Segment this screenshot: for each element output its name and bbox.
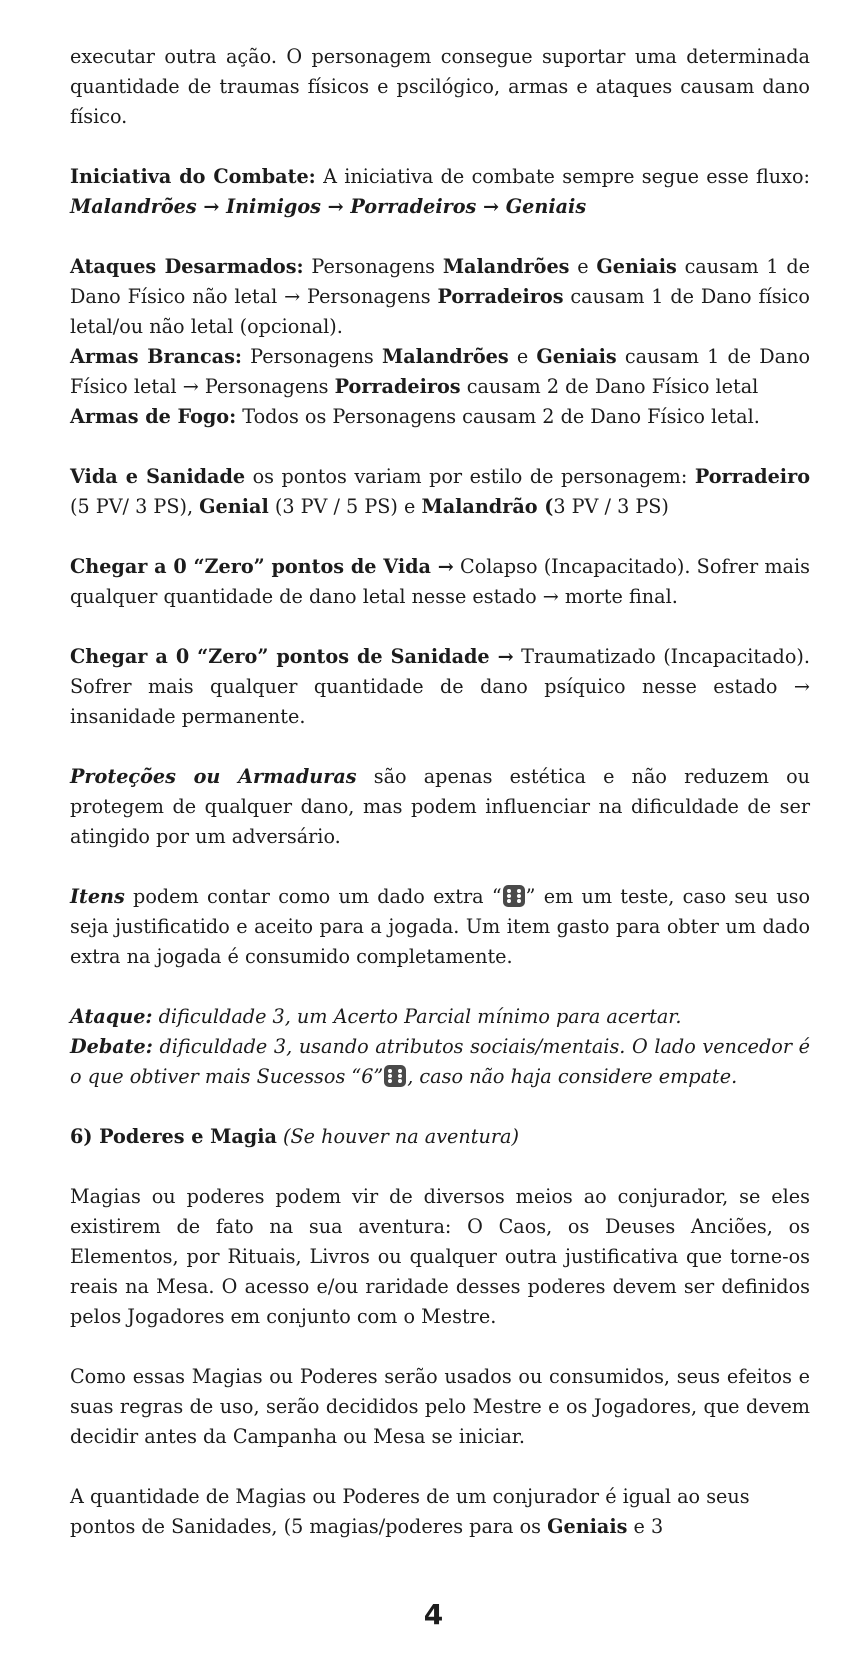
ataques-text-1: Personagens	[303, 255, 443, 278]
dice-six-icon	[503, 885, 525, 907]
ataques-text-4: causam 1 de Dano físico letal/ou não letal (opcional).	[70, 285, 810, 338]
vida-text-3: (3 PV / 5 PS) e	[268, 495, 422, 518]
armas-brancas-porradeiros: Porradeiros	[334, 375, 461, 398]
vida-text-2: (5 PV/ 3 PS),	[70, 495, 200, 518]
armas-brancas-malandroes: Malandrões	[381, 345, 509, 368]
ataques-malandroes: Malandrões	[442, 255, 570, 278]
dice-six-icon	[384, 1065, 406, 1087]
vida-text-4: 3 PV / 3 PS)	[553, 495, 669, 518]
poderes-note: (Se houver na aventura)	[276, 1125, 519, 1148]
magias-paragraph-3	[70, 1482, 810, 1542]
ataques-desarmados-paragraph	[70, 252, 810, 342]
document-body	[70, 42, 810, 1542]
page-number: 4	[423, 1598, 444, 1631]
ataques-porradeiros: Porradeiros	[437, 285, 564, 308]
armas-brancas-text-4: causam 2 de Dano Físico letal	[460, 375, 759, 398]
vida-porradeiro: Porradeiro	[694, 465, 810, 488]
ataques-text-2: e	[569, 255, 597, 278]
vida-text-1: os pontos variam por estilo de personagem:	[245, 465, 695, 488]
armas-brancas-text-2: e	[508, 345, 537, 368]
debate-paragraph	[70, 1032, 810, 1092]
ataques-geniais: Geniais	[596, 255, 677, 278]
armas-brancas-text-1: Personagens	[242, 345, 382, 368]
iniciativa-label: Iniciativa do Combate:	[70, 165, 316, 188]
armas-fogo-label: Armas de Fogo:	[70, 405, 237, 428]
armas-brancas-paragraph	[70, 342, 810, 402]
protecoes-paragraph	[70, 762, 810, 852]
magias-3-geniais: Geniais	[547, 1515, 628, 1538]
poderes-title: 6) Poderes e Magia	[70, 1125, 277, 1148]
itens-paragraph	[70, 882, 810, 972]
zero-vida-label: Chegar a 0 “Zero” pontos de Vida →	[70, 555, 454, 578]
armas-brancas-label: Armas Brancas:	[70, 345, 242, 368]
magias-3-text-1: A quantidade de Magias ou Poderes de um conjurador é igual ao seus pontos de Sanidades, (5 magias/poderes para os	[70, 1485, 750, 1538]
protecoes-label: Proteções ou Armaduras	[70, 765, 357, 788]
vida-malandrao: Malandrão (	[421, 495, 554, 518]
intro-paragraph: executar outra ação. O personagem consegue suportar uma determinada quantidade de traumas físicos e pscilógico, armas e ataques causam dano físico.	[70, 45, 810, 128]
itens-text-2: ” em um teste, caso seu uso seja justificatido e aceito para a jogada. Um item gasto para obter um dado extra na jogada é consumido completamente.	[70, 885, 810, 968]
iniciativa-flow: Malandrões → Inimigos → Porradeiros → Geniais	[70, 195, 587, 218]
protecoes-text: são apenas estética e não reduzem ou protegem de qualquer dano, mas podem influenciar na dificuldade de ser atingido por um adversário.	[70, 765, 810, 848]
magias-paragraph-2: Como essas Magias ou Poderes serão usados ou consumidos, seus efeitos e suas regras de uso, serão decididos pelo Mestre e os Jogadores, que devem decidir antes da Campanha ou Mesa se iniciar.	[70, 1365, 810, 1448]
ataque-text: dificuldade 3, um Acerto Parcial mínimo para acertar.	[152, 1005, 682, 1028]
armas-brancas-text-3: causam 1 de Dano Físico letal → Personagens	[70, 345, 811, 398]
iniciativa-paragraph	[70, 162, 810, 222]
iniciativa-text: A iniciativa de combate sempre segue esse fluxo:	[315, 165, 810, 188]
debate-text-1: dificuldade 3, usando atributos sociais/mentais. O lado vencedor é o que obtiver mais Sucessos “6”	[70, 1035, 810, 1088]
zero-vida-paragraph	[70, 552, 810, 612]
armas-fogo-paragraph	[70, 402, 810, 432]
poderes-heading	[70, 1122, 810, 1152]
zero-sanidade-text: Traumatizado (Incapacitado). Sofrer mais qualquer quantidade de dano psíquico nesse estado → insanidade permanente.	[70, 645, 810, 728]
ataque-label: Ataque:	[70, 1005, 153, 1028]
debate-label: Debate:	[70, 1035, 153, 1058]
vida-label: Vida e Sanidade	[70, 465, 246, 488]
magias-3-text-2: e 3	[627, 1515, 664, 1538]
vida-genial: Genial	[199, 495, 269, 518]
armas-brancas-geniais: Geniais	[536, 345, 617, 368]
ataques-label: Ataques Desarmados:	[70, 255, 304, 278]
armas-fogo-text: Todos os Personagens causam 2 de Dano Físico letal.	[236, 405, 760, 428]
itens-label: Itens	[70, 885, 125, 908]
zero-sanidade-label: Chegar a 0 “Zero” pontos de Sanidade →	[70, 645, 514, 668]
itens-text-1: podem contar como um dado extra “	[124, 885, 502, 908]
vida-sanidade-paragraph	[70, 462, 810, 522]
zero-vida-text: Colapso (Incapacitado). Sofrer mais qualquer quantidade de dano letal nesse estado → morte final.	[70, 555, 810, 608]
zero-sanidade-paragraph	[70, 642, 810, 732]
ataque-paragraph	[70, 1002, 810, 1032]
ataques-text-3: causam 1 de Dano Físico não letal → Personagens	[70, 255, 810, 308]
debate-text-2: , caso não haja considere empate.	[407, 1065, 738, 1088]
magias-paragraph-1: Magias ou poderes podem vir de diversos meios ao conjurador, se eles existirem de fato na sua aventura: O Caos, os Deuses Anciões, os Elementos, por Rituais, Livros ou qualquer outra justificativa que torne-os reais na Mesa. O acesso e/ou raridade desses poderes devem ser definidos pelos Jogadores em conjunto com o Mestre.	[70, 1185, 810, 1328]
